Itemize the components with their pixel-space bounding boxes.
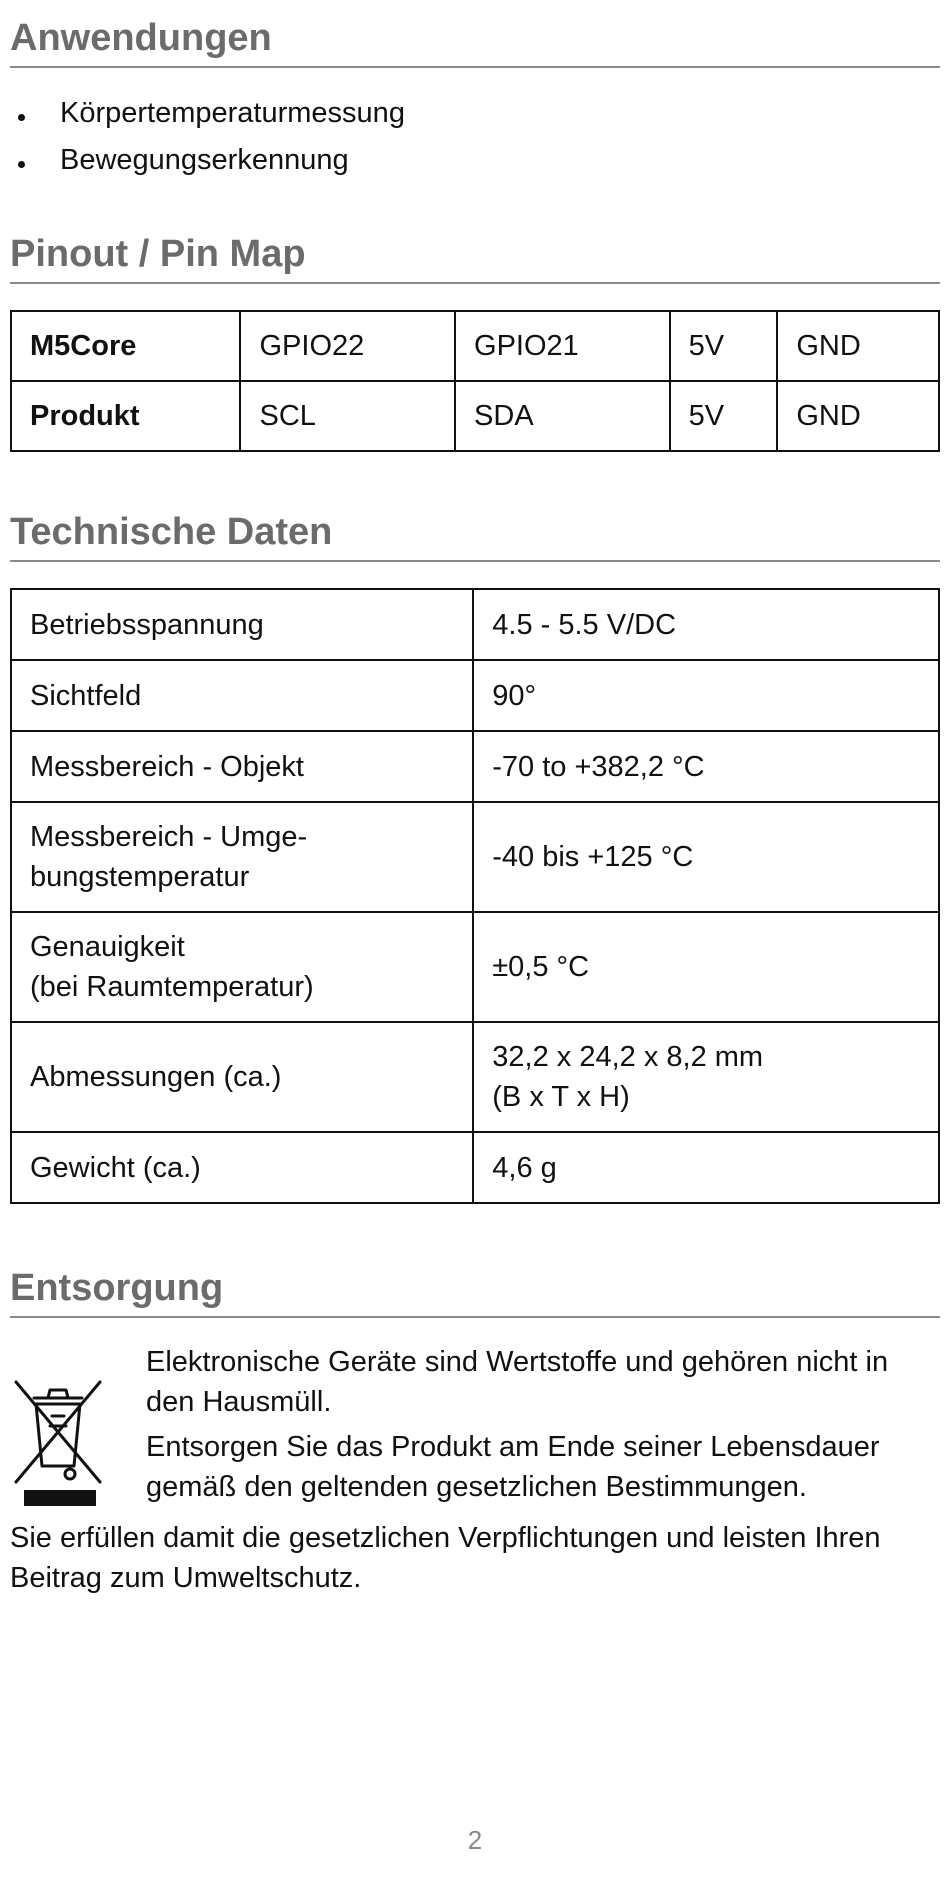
bullet-icon <box>18 161 25 168</box>
table-row <box>11 660 939 731</box>
spec-value: 4.5 - 5.5 V/DC <box>473 589 939 660</box>
pinout-table <box>10 310 940 452</box>
section-title-applications: Anwendungen <box>10 18 940 68</box>
table-cell: GPIO21 <box>455 311 670 381</box>
spec-value: -70 to +382,2 °C <box>473 731 939 802</box>
spec-label: Abmessungen (ca.) <box>11 1022 473 1132</box>
table-row <box>11 589 939 660</box>
spec-label: Genauigkeit (bei Raumtemperatur) <box>11 912 473 1022</box>
weee-crossed-bin-icon <box>12 1370 104 1506</box>
table-cell: SCL <box>240 381 455 451</box>
bullet-icon <box>18 114 25 121</box>
table-row <box>11 731 939 802</box>
section-title-pinout: Pinout / Pin Map <box>10 234 940 284</box>
section-title-technical: Technische Daten <box>10 512 940 562</box>
table-row <box>11 1132 939 1203</box>
table-row <box>11 311 939 381</box>
table-cell: 5V <box>670 311 778 381</box>
spec-label: Messbereich - Objekt <box>11 731 473 802</box>
table-cell: GND <box>777 381 939 451</box>
disposal-paragraph-2: Entsorgen Sie das Produkt am Ende seiner Lebensdauer gemäß den geltenden gesetzlichen Bestimmungen. <box>146 1431 880 1503</box>
spec-value: 4,6 g <box>473 1132 939 1203</box>
spec-label: Gewicht (ca.) <box>11 1132 473 1203</box>
spec-label: Sichtfeld <box>11 660 473 731</box>
table-row <box>11 1022 939 1132</box>
spec-label: Messbereich - Umge- bungstemperatur <box>11 802 473 912</box>
table-cell: SDA <box>455 381 670 451</box>
table-row <box>11 381 939 451</box>
table-cell: M5Core <box>11 311 240 381</box>
spec-label: Betriebsspannung <box>11 589 473 660</box>
spec-value: ±0,5 °C <box>473 912 939 1022</box>
spec-value: -40 bis +125 °C <box>473 802 939 912</box>
list-item-text: Körpertemperaturmessung <box>60 97 405 129</box>
applications-list <box>10 90 405 184</box>
page-number: 2 <box>467 1825 483 1855</box>
table-cell: Produkt <box>11 381 240 451</box>
spec-value: 32,2 x 24,2 x 8,2 mm (B x T x H) <box>473 1022 939 1132</box>
table-cell: 5V <box>670 381 778 451</box>
table-cell: GPIO22 <box>240 311 455 381</box>
section-title-disposal: Entsorgung <box>10 1268 940 1318</box>
table-row <box>11 912 939 1022</box>
list-item <box>10 137 405 184</box>
disposal-paragraph-1: Elektronische Geräte sind Wertstoffe und gehören nicht in den Hausmüll. <box>146 1346 889 1418</box>
disposal-paragraph-3: Sie erfüllen damit die gesetzlichen Verpflichtungen und leisten Ihren Beitrag zum Umweltschutz. <box>10 1522 881 1594</box>
spec-value: 90° <box>473 660 939 731</box>
technical-data-table <box>10 588 940 1204</box>
table-cell: GND <box>777 311 939 381</box>
list-item-text: Bewegungserkennung <box>60 144 349 176</box>
list-item <box>10 90 405 137</box>
table-row <box>11 802 939 912</box>
